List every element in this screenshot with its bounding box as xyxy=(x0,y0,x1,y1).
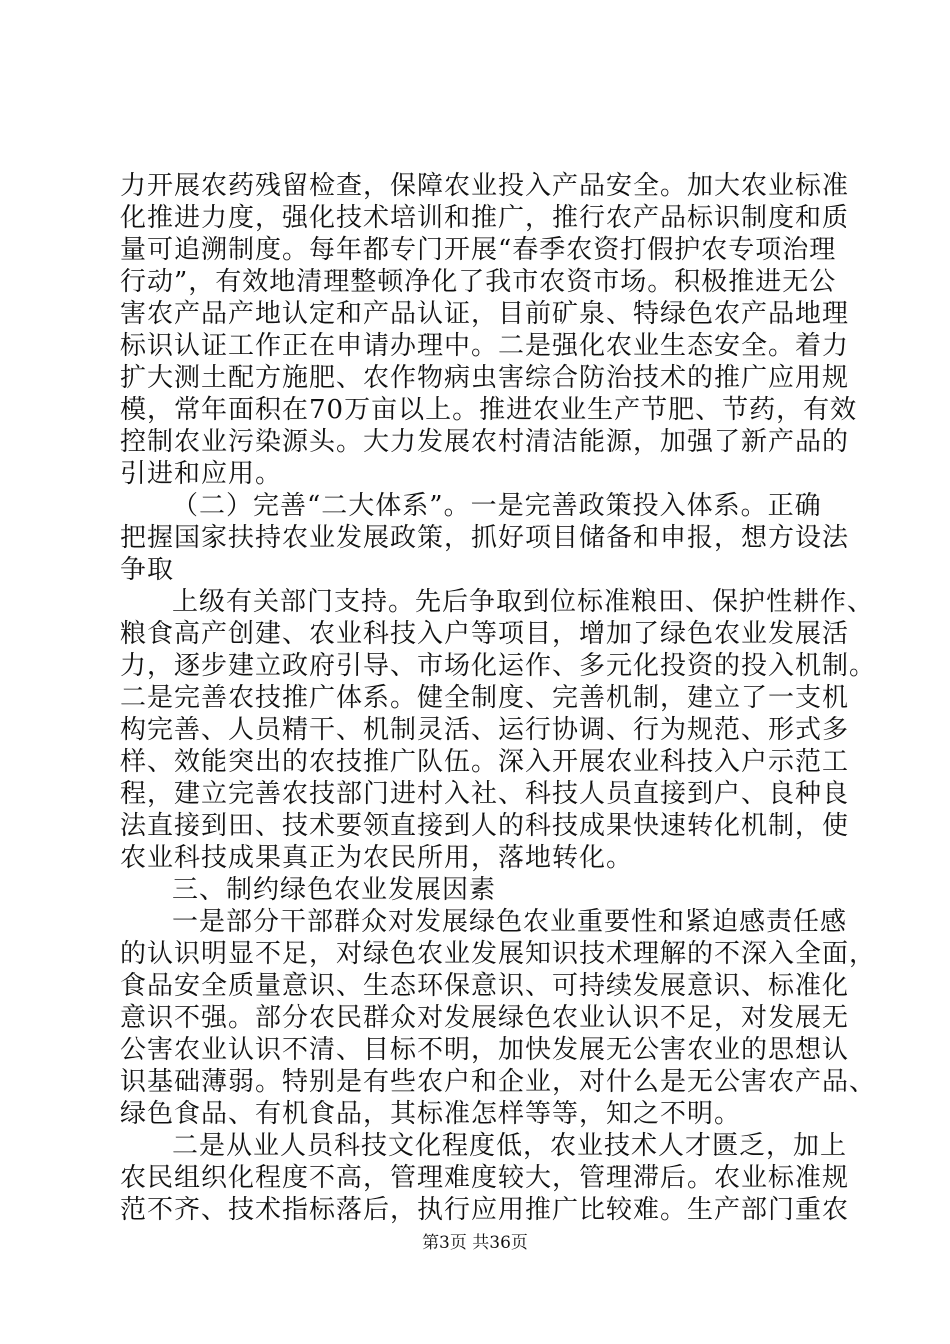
text-line: 意识不强。部分农民群众对发展绿色农业认识不足，对发展无 xyxy=(120,1003,850,1033)
text-line: 二是完善农技推广体系。健全制度、完善机制，建立了一支机 xyxy=(120,683,850,713)
text-line: 公害农业认识不清、目标不明，加快发展无公害农业的思想认 xyxy=(120,1035,850,1065)
text-line: 扩大测土配方施肥、农作物病虫害综合防治技术的推广应用规 xyxy=(120,363,850,393)
text-line: 力开展农药残留检查，保障农业投入产品安全。加大农业标准 xyxy=(120,171,850,201)
text-line: 食品安全质量意识、生态环保意识、可持续发展意识、标准化 xyxy=(120,971,850,1001)
paragraph-start-line: 一是部分干部群众对发展绿色农业重要性和紧迫感责任感 xyxy=(172,907,848,937)
text-line: 法直接到田、技术要领直接到人的科技成果快速转化机制，使 xyxy=(120,811,850,841)
paragraph-start-line: 二是从业人员科技文化程度低，农业技术人才匮乏，加上 xyxy=(172,1131,848,1161)
text-line: 害农产品产地认定和产品认证，目前矿泉、特绿色农产品地理 xyxy=(120,299,850,329)
text-line: 样、效能突出的农技推广队伍。深入开展农业科技入户示范工 xyxy=(120,747,850,777)
text-line: 识基础薄弱。特别是有些农户和企业，对什么是无公害农产品、 xyxy=(120,1067,877,1097)
text-line: 把握国家扶持农业发展政策，抓好项目储备和申报，想方设法 xyxy=(120,523,850,553)
text-line: 力，逐步建立政府引导、市场化运作、多元化投资的投入机制。 xyxy=(120,651,877,681)
paragraph-start-line: 上级有关部门支持。先后争取到位标准粮田、保护性耕作、 xyxy=(172,587,875,617)
text-line: 粮食高产创建、农业科技入户等项目，增加了绿色农业发展活 xyxy=(120,619,850,649)
text-line: 范不齐、技术指标落后，执行应用推广比较难。生产部门重农 xyxy=(120,1195,850,1225)
section-heading: 三、制约绿色农业发展因素 xyxy=(172,875,497,905)
text-line: 农业科技成果真正为农民所用，落地转化。 xyxy=(120,843,634,873)
text-line: 的认识明显不足，对绿色农业发展知识技术理解的不深入全面， xyxy=(120,939,877,969)
text-line: 绿色食品、有机食品，其标准怎样等等，知之不明。 xyxy=(120,1099,742,1129)
text-line: 程，建立完善农技部门进村入社、科技人员直接到户、良种良 xyxy=(120,779,850,809)
text-line: 构完善、人员精干、机制灵活、运行协调、行为规范、形式多 xyxy=(120,715,850,745)
text-line: 行动”，有效地清理整顿净化了我市农资市场。积极推进无公 xyxy=(120,267,837,297)
document-body xyxy=(120,170,877,1226)
text-line: 引进和应用。 xyxy=(120,459,283,489)
text-line: 标识认证工作正在申请办理中。二是强化农业生态安全。着力 xyxy=(120,331,850,361)
text-line: 模，常年面积在70万亩以上。推进农业生产节肥、节药，有效 xyxy=(120,395,858,425)
text-line: 量可追溯制度。每年都专门开展“春季农资打假护农专项治理 xyxy=(120,235,837,265)
text-line: 争取 xyxy=(120,555,175,585)
text-line: 农民组织化程度不高，管理难度较大，管理滞后。农业标准规 xyxy=(120,1163,850,1193)
text-line: 控制农业污染源头。大力发展农村清洁能源，加强了新产品的 xyxy=(120,427,850,457)
text-line: 化推进力度，强化技术培训和推广，推行农产品标识制度和质 xyxy=(120,203,850,233)
page-number-footer: 第3页 共36页 xyxy=(422,1233,528,1253)
section-heading-line: （二）完善“二大体系”。一是完善政策投入体系。正确 xyxy=(172,491,822,521)
